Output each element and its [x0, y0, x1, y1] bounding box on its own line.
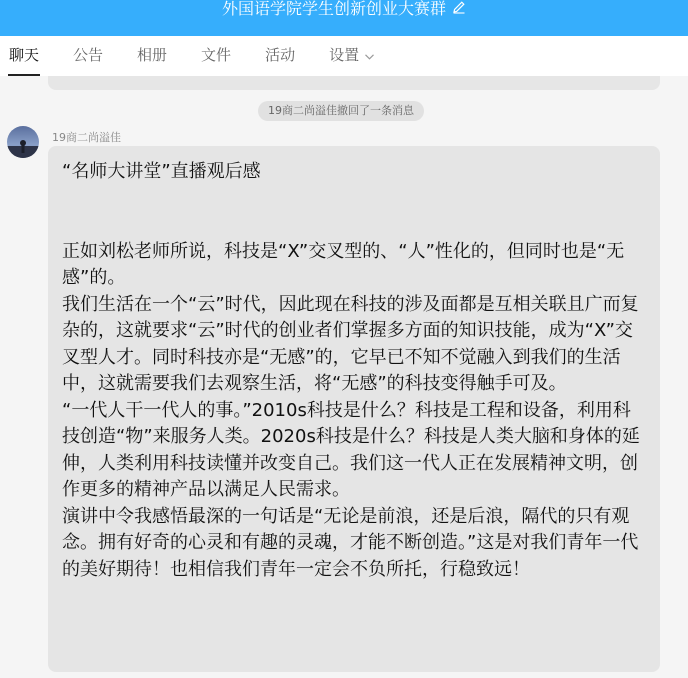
tab-label: 相册 [137, 46, 168, 64]
tab-files[interactable] [192, 36, 240, 76]
message-paragraph: 正如刘松老师所说，科技是“X”交叉型的、“人”性化的，但同时也是“无感”的。 [62, 240, 625, 288]
avatar[interactable] [7, 126, 39, 158]
sender-name: 19商二尚溢佳 [52, 131, 121, 144]
message-title: “名师大讲堂”直播观后感 [62, 161, 261, 182]
tab-settings[interactable] [320, 36, 383, 76]
tab-bar [0, 36, 688, 76]
tab-album[interactable] [128, 36, 176, 76]
message-paragraph: “一代人干一代人的事。”2010s科技是什么？科技是工程和设备，利用科技创造“物”来服务人类。2020s科技是什么？科技是人类大脑和身体的延伸，人类利用科技读懂并改变自己。我们这一代人正在发展精神文明，创作更多的精神产品以满足人民需求。 [62, 399, 640, 500]
tab-announcement[interactable] [64, 36, 112, 76]
tab-label: 公告 [73, 46, 104, 64]
blank-line [62, 186, 648, 239]
tab-activity[interactable] [256, 36, 304, 76]
tab-chat[interactable] [0, 36, 48, 76]
recall-notice: 19商二尚溢佳撤回了一条消息 [258, 101, 424, 121]
pencil-icon[interactable] [452, 0, 466, 14]
tab-label: 设置 [329, 46, 360, 64]
message-bubble[interactable] [48, 146, 660, 672]
window-title: 外国语学院学生创新创业大赛群 [221, 0, 446, 18]
chevron-down-icon [365, 38, 374, 76]
tab-label: 聊天 [9, 46, 40, 64]
message-paragraph: 演讲中令我感悟最深的一句话是“无论是前浪，还是后浪，隔代的只有观念。拥有好奇的心灵和有趣的灵魂，才能不断创造。”这是对我们青年一代的美好期待！也相信我们青年一定会不负所托，行稳致远！ [62, 505, 639, 580]
message-paragraph: 我们生活在一个“云”时代，因此现在科技的涉及面都是互相关联且广而复杂的，这就要求“云”时代的创业者们掌握多方面的知识技能，成为“X”交叉型人才。同时科技亦是“无感”的，它早已不知不觉融入到我们的生活中，这就需要我们去观察生活，将“无感”的科技变得触手可及。 [62, 293, 639, 394]
tab-label: 文件 [201, 46, 232, 64]
window-titlebar [0, 0, 688, 36]
tab-label: 活动 [265, 46, 296, 64]
